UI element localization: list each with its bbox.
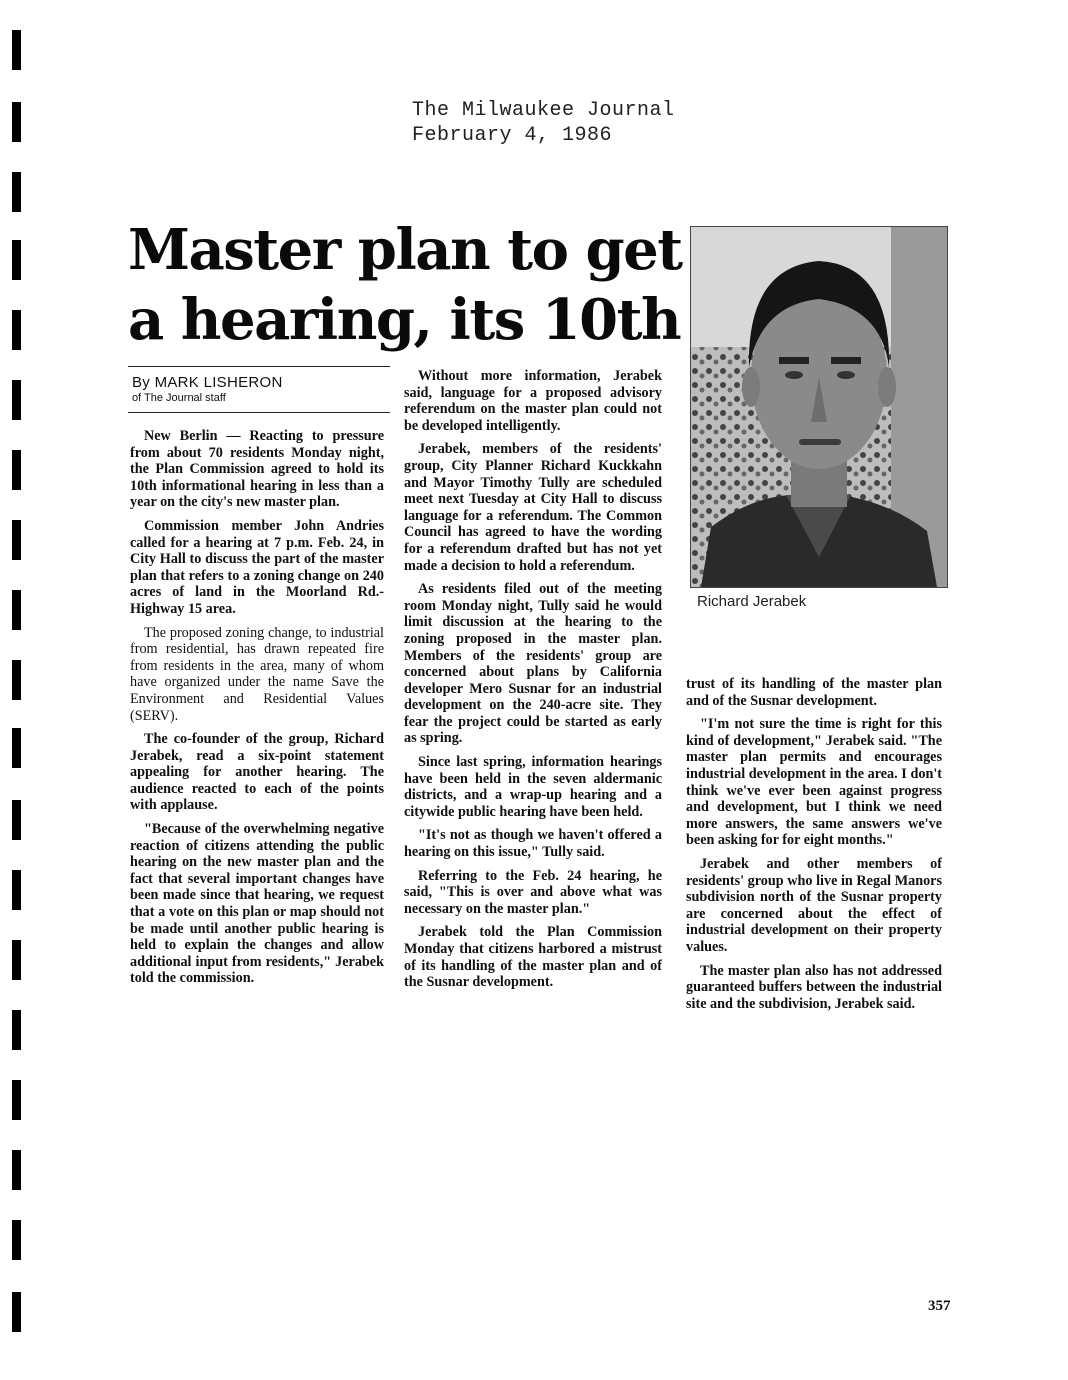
paragraph: "I'm not sure the time is right for this kind of development," Jerabek said. "The master plan permits and encourages industrial development in the area. I don't think we've ever been against progress and development, but I think we need more answers, the same answers we've been asking for for eight months." [686,716,942,849]
article-column-1 [130,428,384,994]
paragraph: As residents filed out of the meeting room Monday night, Tully said he would limit discussion at the hearing to the zoning proposed in the master plan. Members of the residents' group are concerned about plans by California developer Mero Susnar for an industrial development on the 240-acre site. They fear the project could be started as early as spring. [404,581,662,747]
paragraph: Jerabek told the Plan Commission Monday that citizens harbored a mistrust of its handling of the master plan and of the Susnar development. [404,924,662,991]
binder-mark [12,1150,21,1190]
headline-line-2: a hearing, its 10th [128,287,681,353]
article-headline [128,215,682,355]
binder-mark [12,660,21,700]
article-column-3 [686,676,942,1019]
binder-mark [12,380,21,420]
binder-mark [12,1080,21,1120]
binder-mark [12,310,21,350]
paragraph: The proposed zoning change, to industrial from residential, has drawn repeated fire from residents in the area, many of whom have organized under the name Save the Environment and Residential Values (SERV). [130,624,384,724]
binder-mark [12,172,21,212]
binder-mark [12,1292,21,1332]
publication-date: February 4, 1986 [412,124,613,147]
binder-mark [12,940,21,980]
masthead [412,98,675,148]
binder-mark [12,728,21,768]
byline-staff: of The Journal staff [132,392,226,404]
binder-mark [12,520,21,560]
binder-mark [12,1220,21,1260]
page-number: 357 [928,1298,951,1314]
binder-mark [12,590,21,630]
byline-bottom-rule [128,412,390,413]
paragraph: Commission member John Andries called for a hearing at 7 p.m. Feb. 24, in City Hall to discuss the part of the master plan that refers to a zoning change on 240 acres of land in the Moorland Rd.-Highway 15 area. [130,517,384,617]
paragraph: New Berlin — Reacting to pressure from about 70 residents Monday night, the Plan Commission agreed to hold its 10th informational hearing in less than a year on the city's new master plan. [130,428,384,511]
paragraph: Without more information, Jerabek said, language for a proposed advisory referendum on the master plan could not be developed intelligently. [404,368,662,434]
paragraph: Jerabek, members of the residents' group, City Planner Richard Kuckkahn and Mayor Timothy Tully are scheduled meet next Tuesday at City Hall to discuss language for a referendum. The Common Council has agreed to have the wording for a referendum drafted but has not yet made a decision to hold a referendum. [404,441,662,574]
paragraph: "It's not as though we haven't offered a hearing on this issue," Tully said. [404,827,662,861]
article-column-2 [404,368,662,998]
portrait-photo [690,226,948,588]
binder-mark [12,870,21,910]
byline-author: By MARK LISHERON [132,374,283,391]
paragraph: Jerabek and other members of residents' group who live in Regal Manors subdivision north of the Susnar property are concerned about the effect of industrial development on their property values. [686,855,942,955]
byline [132,374,283,405]
portrait-image [691,227,947,587]
binder-mark [12,240,21,280]
byline-top-rule [128,366,390,367]
photo-caption: Richard Jerabek [697,593,807,610]
binder-mark [12,450,21,490]
paragraph: The master plan also has not addressed guaranteed buffers between the industrial site and the subdivision, Jerabek said. [686,962,942,1012]
paragraph: trust of its handling of the master plan and of the Susnar development. [686,676,942,709]
paragraph: Since last spring, information hearings have been held in the seven aldermanic districts, and a wrap-up hearing and a citywide public hearing have been held. [404,754,662,820]
binder-mark [12,800,21,840]
binder-mark [12,1010,21,1050]
paragraph: Referring to the Feb. 24 hearing, he said, "This is over and above what was necessary on the master plan." [404,867,662,917]
binder-mark [12,30,21,70]
paragraph: "Because of the overwhelming negative reaction of citizens attending the public hearing on the new master plan and the fact that several important changes have been made since that hearing, we request that a vote on this plan or map should not be made until another public hearing is held to explain the changes and allow additional input from residents," Jerabek told the commission. [130,821,384,987]
binder-mark [12,102,21,142]
paragraph: The co-founder of the group, Richard Jerabek, read a six-point statement appealing for another hearing. The audience reacted to each of the points with applause. [130,731,384,814]
publication-name: The Milwaukee Journal [412,99,675,122]
headline-line-1: Master plan to get [128,217,682,283]
